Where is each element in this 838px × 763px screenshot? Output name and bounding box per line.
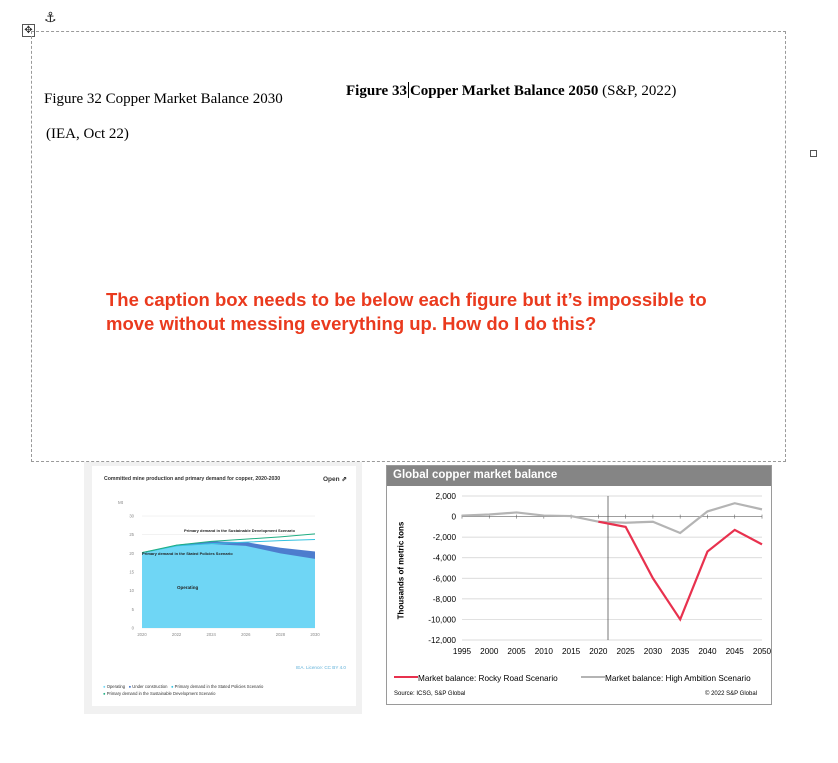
iea-y-tick-label: 25 xyxy=(129,532,134,538)
sp-chart-plot xyxy=(400,488,772,666)
iea-chart-title: Committed mine production and primary demand for copper, 2020-2030 xyxy=(104,476,281,482)
sp-x-tick-label: 1995 xyxy=(452,647,472,656)
sp-y-tick-label: -6,000 xyxy=(432,574,456,584)
question-text: The caption box needs to be below each figure but it’s impossible to move without messing everything up. How do I do this? xyxy=(106,289,707,334)
sp-x-tick-label: 2035 xyxy=(671,647,690,656)
iea-x-tick-label: 2024 xyxy=(206,632,216,637)
legend-dot-icon: ● xyxy=(103,684,106,689)
legend-dot-icon: ● xyxy=(170,684,174,689)
iea-x-ticks xyxy=(137,632,320,637)
figure-33-title: Copper Market Balance 2050 xyxy=(409,83,599,99)
figure-33-source: (S&P, 2022) xyxy=(602,83,677,99)
sp-source: Source: ICSG, S&P Global xyxy=(394,691,466,697)
sp-x-tick-label: 2020 xyxy=(589,647,608,656)
iea-chart-plot xyxy=(92,490,356,650)
sp-x-tick-label: 2010 xyxy=(534,647,553,656)
iea-y-axis-label: Mt xyxy=(118,500,123,505)
sp-y-tick-label: -2,000 xyxy=(432,533,456,543)
iea-x-tick-label: 2026 xyxy=(241,632,251,637)
iea-y-tick-label: 5 xyxy=(131,606,134,612)
sp-x-tick-label: 2000 xyxy=(480,647,499,656)
sp-y-tick-label: -10,000 xyxy=(428,615,456,625)
iea-legend-under-construction: Under construction xyxy=(132,684,168,689)
sp-y-tick-label: -4,000 xyxy=(432,553,456,563)
figure-33-number: Figure 33 xyxy=(346,83,407,99)
sp-x-tick-label: 2050 xyxy=(752,647,772,656)
iea-x-tick-label: 2030 xyxy=(310,632,320,637)
sp-x-tick-label: 2030 xyxy=(643,647,663,656)
sp-line-rocky-road xyxy=(598,522,762,620)
sp-line-high-ambition xyxy=(462,503,762,533)
iea-annotation-steps: Primary demand in the Stated Policies Scenario xyxy=(142,551,233,556)
iea-legend-steps: Primary demand in the Stated Policies Scenario xyxy=(174,684,264,689)
sp-y-ticks xyxy=(428,492,456,645)
sp-y-axis-label: Thousands of metric tons xyxy=(396,521,406,620)
iea-y-tick-label: 15 xyxy=(129,569,134,575)
iea-license[interactable]: IEA. Licence: CC BY 4.0 xyxy=(296,665,346,670)
iea-y-tick-label: 20 xyxy=(129,550,134,556)
sp-copyright: © 2022 S&P Global xyxy=(705,691,758,697)
sp-legend-rocky-road-label: Market balance: Rocky Road Scenario xyxy=(418,674,558,683)
sp-x-tick-label: 2025 xyxy=(616,647,635,656)
iea-area-operating xyxy=(142,544,315,628)
external-link-icon: ⇗ xyxy=(341,476,347,483)
iea-y-ticks xyxy=(129,514,134,631)
iea-legend-sds: Primary demand in the Sustainable Development Scenario xyxy=(106,691,216,696)
figure-32-source[interactable]: (IEA, Oct 22) xyxy=(46,126,129,142)
sp-y-tick-label: 2,000 xyxy=(435,492,456,501)
iea-y-tick-label: 0 xyxy=(131,625,134,631)
sp-x-tick-label: 2045 xyxy=(725,647,744,656)
iea-y-tick-label: 10 xyxy=(129,588,134,594)
iea-open-label: Open xyxy=(323,476,340,483)
iea-x-tick-label: 2020 xyxy=(137,632,147,637)
anchor-icon[interactable]: ⚓︎ xyxy=(44,10,57,26)
sp-y-tick-label: -8,000 xyxy=(432,594,456,604)
iea-x-tick-label: 2022 xyxy=(171,632,182,637)
iea-annotation-operating: Operating xyxy=(177,585,199,590)
legend-dot-icon: ● xyxy=(128,684,132,689)
iea-annotation-sds: Primary demand in the Sustainable Development Scenario xyxy=(184,528,295,533)
sp-x-tick-label: 2015 xyxy=(561,647,581,656)
sp-x-tick-label: 2005 xyxy=(507,647,526,656)
legend-dot-icon: ● xyxy=(103,691,106,696)
sp-legend-rocky-road xyxy=(394,674,558,683)
iea-x-tick-label: 2028 xyxy=(275,632,286,637)
iea-legend-row-1 xyxy=(103,684,263,689)
iea-y-tick-label: 30 xyxy=(129,513,134,519)
iea-open-link[interactable] xyxy=(323,475,347,483)
table-move-handle-icon[interactable]: ✥ xyxy=(22,24,35,37)
text-cursor xyxy=(408,82,409,98)
sp-legend-high-ambition xyxy=(581,674,751,683)
sp-gridlines xyxy=(462,496,762,640)
iea-legend-operating: Operating xyxy=(106,684,126,689)
sp-x-tick-label: 2040 xyxy=(698,647,717,656)
sp-legend-high-ambition-label: Market balance: High Ambition Scenario xyxy=(605,674,751,683)
resize-handle[interactable] xyxy=(810,150,817,157)
sp-x-ticks xyxy=(451,512,772,656)
iea-legend-row-2 xyxy=(103,691,215,696)
legend-line-icon xyxy=(581,676,605,678)
legend-line-icon xyxy=(394,676,418,678)
sp-y-tick-label: -12,000 xyxy=(428,636,456,645)
figure-32-caption[interactable]: Figure 32 Copper Market Balance 2030 xyxy=(44,91,283,107)
sp-chart-title: Global copper market balance xyxy=(393,469,558,481)
figure-33-caption[interactable] xyxy=(346,82,676,100)
sp-y-tick-label: 0 xyxy=(451,512,456,522)
